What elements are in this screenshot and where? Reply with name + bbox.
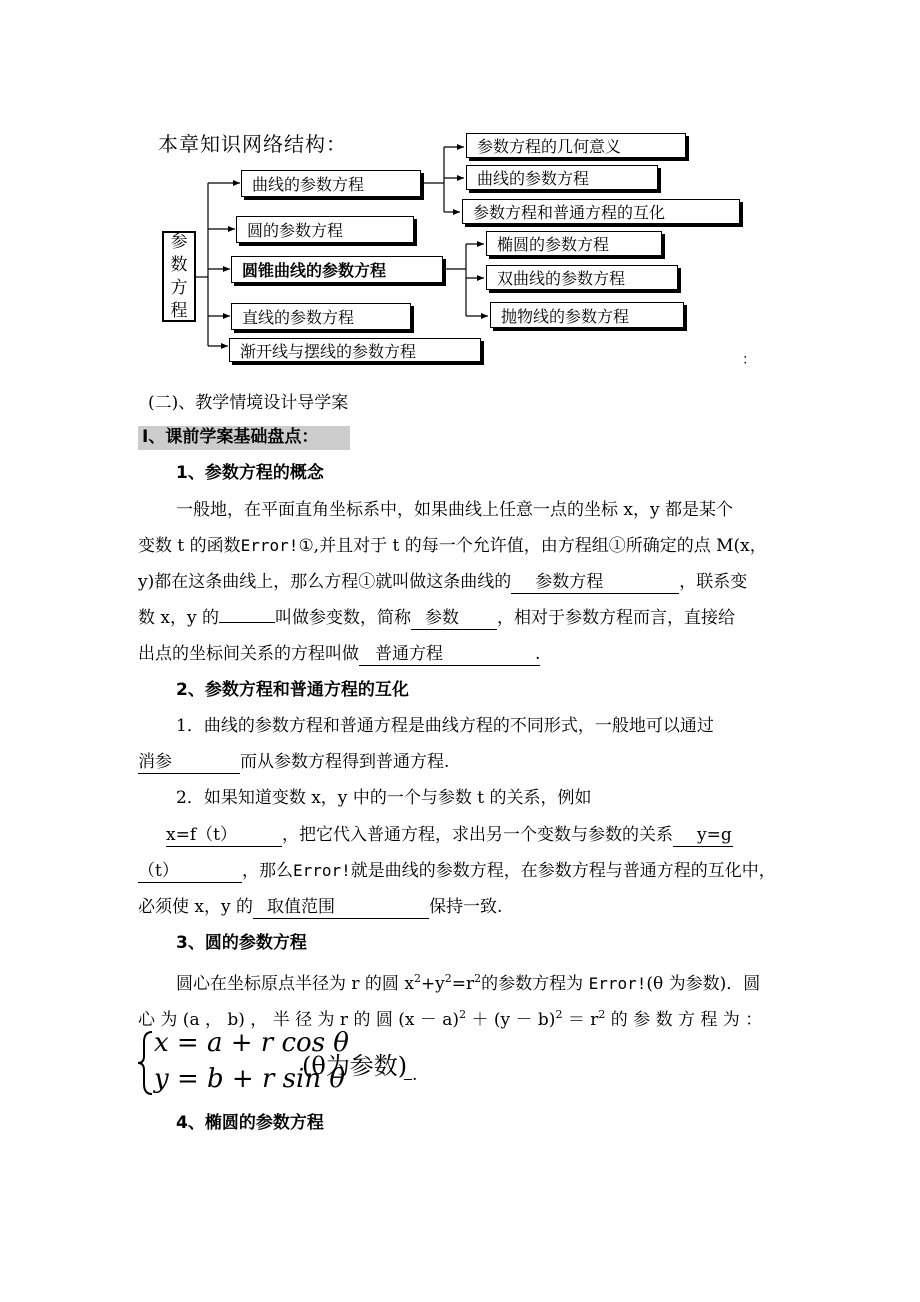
- s2-text-l2: [138, 751, 449, 774]
- s1-text-l3: [138, 571, 747, 594]
- text: 叫做参变数，简称: [275, 608, 411, 628]
- text: ＋ (y － b): [466, 1010, 556, 1030]
- root-char: 数: [170, 254, 188, 275]
- text: ＝ r: [562, 1010, 599, 1030]
- node-curve: 曲线的参数方程: [241, 170, 421, 197]
- node-circle: 圆的参数方程: [236, 216, 414, 243]
- text: ，相对于参数方程而言，直接给: [497, 608, 735, 628]
- formula-line-y: y = b + r sin θ: [154, 1064, 345, 1094]
- fill-blank-answer: y=g: [673, 824, 733, 847]
- section-title: (二)、教学情境设计导学案: [148, 393, 349, 413]
- root-node: [162, 231, 196, 322]
- diagram-connectors: [0, 0, 920, 380]
- s1-text-l4: [138, 607, 735, 630]
- s1-text-l5: [138, 643, 540, 666]
- node-line: 直线的参数方程: [231, 303, 411, 330]
- node-conversion: 参数方程和普通方程的互化: [462, 199, 740, 224]
- fill-blank-answer: 参数方程: [511, 571, 679, 594]
- superscript: 2: [444, 972, 452, 985]
- s2-text-l5: [138, 860, 776, 883]
- fill-blank-empty: [219, 622, 275, 623]
- text: +y: [420, 974, 445, 994]
- root-char: 方: [170, 277, 188, 298]
- node-ellipse: 椭圆的参数方程: [486, 231, 662, 256]
- node-curve-equation: 曲线的参数方程: [466, 165, 658, 190]
- text: 心 为 (a ， b) ， 半 径 为 r 的 圆 (x － a): [138, 1010, 460, 1030]
- text: 保持一致.: [429, 897, 503, 917]
- s2-text-l3: 2．如果知道变数 x，y 中的一个与参数 t 的关系，例如: [176, 788, 592, 808]
- text: 的 参 数 方 程 为 ：: [605, 1010, 763, 1030]
- formula-line-x: x = a + r cos θ: [154, 1028, 349, 1058]
- formula-note: (θ为参数): [302, 1052, 408, 1080]
- fill-blank-answer: 消参: [138, 751, 240, 774]
- s1-text-l1: 一般地，在平面直角坐标系中，如果曲线上任意一点的坐标 x，y 都是某个: [176, 500, 733, 520]
- text: 出点的坐标间关系的方程叫做: [138, 644, 359, 664]
- text: 数 x，y 的: [138, 608, 219, 628]
- knowledge-network-diagram: [0, 0, 920, 380]
- superscript: 2: [413, 972, 421, 985]
- text: ，那么: [242, 861, 293, 881]
- fill-blank-answer: 普通方程: [359, 643, 535, 666]
- error-token: Error!: [588, 974, 647, 993]
- part1-title: Ⅰ、课前学案基础盘点：: [138, 426, 350, 450]
- superscript: 2: [459, 1008, 467, 1021]
- text: 变数 t 的函数: [138, 536, 241, 556]
- text: 的参数方程为: [481, 974, 589, 994]
- superscript: 2: [474, 972, 482, 985]
- s3-text-l1: [176, 968, 760, 995]
- text: y)都在这条曲线上，那么方程①就叫做这条曲线的: [138, 572, 512, 592]
- node-hyperbola: 双曲线的参数方程: [486, 265, 678, 290]
- root-char: 程: [170, 300, 188, 321]
- text: ①,并且对于 t 的每一个允许值，由方程组①所确定的点 M(x，: [298, 536, 767, 556]
- node-parabola: 抛物线的参数方程: [490, 302, 684, 328]
- fill-blank-answer: （t）: [138, 860, 242, 883]
- text: (θ 为参数)．圆: [646, 974, 761, 994]
- text: ，把它代入普通方程，求出另一个变数与参数的关系: [282, 825, 673, 845]
- s1-text-l2: [138, 535, 767, 557]
- s3-title: 3、圆的参数方程: [176, 933, 307, 953]
- text: =r: [451, 974, 475, 994]
- text: 就是曲线的参数方程，在参数方程与普通方程的互化中，: [350, 861, 776, 881]
- text: 圆心在坐标原点半径为 r 的圆 x: [176, 974, 414, 994]
- root-char: 参: [170, 231, 188, 252]
- text: ，联系变: [679, 572, 748, 592]
- superscript: 2: [555, 1008, 563, 1021]
- s1-title: 1、参数方程的概念: [176, 463, 324, 483]
- s2-title: 2、参数方程和普通方程的互化: [176, 680, 409, 700]
- trailing-mark: ：: [742, 352, 756, 368]
- fill-blank-answer: x=f（t）: [166, 824, 282, 847]
- error-token: Error!: [293, 861, 351, 880]
- error-token: Error!: [240, 536, 299, 555]
- s2-text-l1: 1．曲线的参数方程和普通方程是曲线方程的不同形式，一般地可以通过: [176, 716, 714, 736]
- text: 必须使 x，y 的: [138, 897, 253, 917]
- fill-blank-answer: 取值范围: [253, 896, 429, 919]
- formula-end: [404, 1064, 417, 1086]
- diagram-title: 本章知识网络结构：: [158, 132, 347, 156]
- fill-blank-empty: [404, 1079, 412, 1080]
- text: .: [535, 644, 541, 664]
- superscript: 2: [598, 1008, 606, 1021]
- text: .: [412, 1065, 418, 1085]
- text: 而从参数方程得到普通方程.: [240, 752, 450, 772]
- s2-text-l4: [166, 824, 733, 847]
- node-geometric-meaning: 参数方程的几何意义: [466, 133, 686, 158]
- s3-text-l2: [138, 1004, 762, 1031]
- left-brace: [136, 1030, 156, 1096]
- node-conic: 圆锥曲线的参数方程: [231, 256, 443, 283]
- s2-text-l6: [138, 896, 502, 919]
- s4-title: 4、椭圆的参数方程: [176, 1113, 324, 1133]
- fill-blank-answer: 参数: [411, 607, 497, 630]
- node-involute: 渐开线与摆线的参数方程: [229, 338, 481, 362]
